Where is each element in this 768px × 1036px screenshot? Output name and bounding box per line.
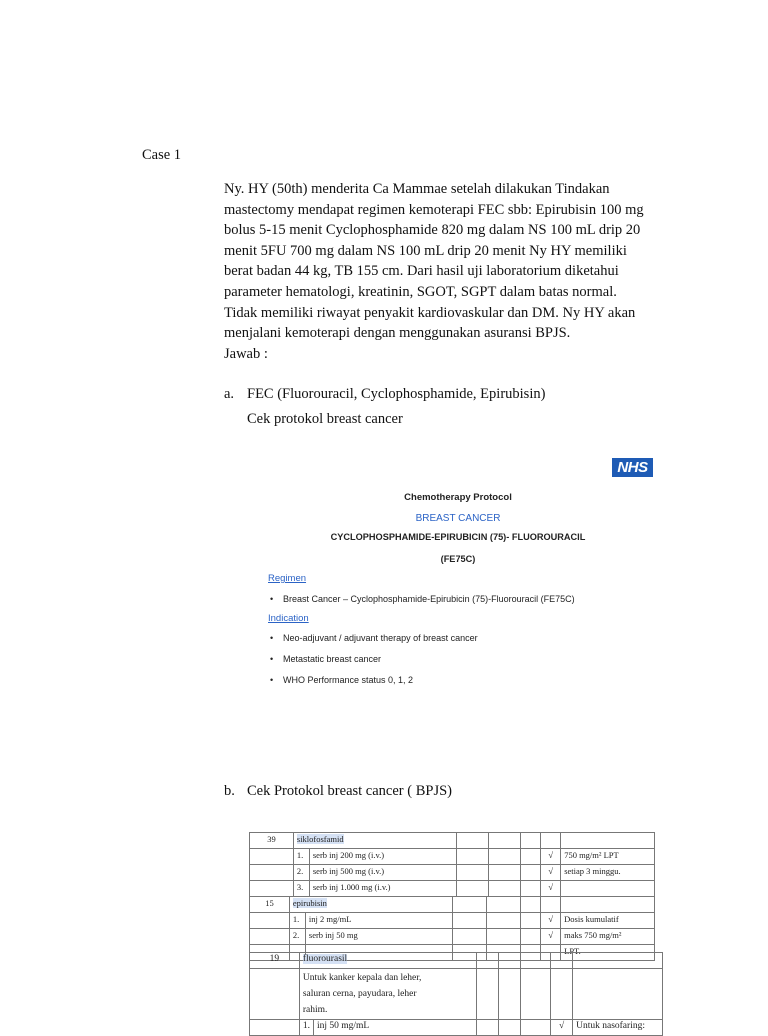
paragraph-line: bolus 5-15 menit Cyclophosphamide 820 mg dalam NS 100 mL drip 20 (224, 222, 641, 239)
paragraph-line: Ny. HY (50th) menderita Ca Mammae setelah dilakukan Tindakan (224, 181, 610, 197)
dose-note: Untuk nasofaring: (573, 1020, 663, 1036)
table-row (250, 865, 655, 881)
check-mark: √ (541, 929, 561, 945)
table-row (250, 913, 655, 929)
drug-name: fluorourasil (302, 954, 348, 964)
indication-item: • Metastatic breast cancer (283, 654, 381, 664)
nhs-logo: NHS (612, 458, 653, 477)
paragraph-line: Tidak memiliki riwayat penyakit kardiovaskular dan DM. Ny HY akan (224, 304, 636, 321)
dose-note: 750 mg/m² LPT (561, 849, 655, 865)
protocol-abbrev: (FE75C) (440, 554, 476, 564)
row-number: 3. (293, 881, 309, 897)
check-mark: √ (541, 865, 561, 881)
paragraph-line: menit 5FU 700 mg dalam NS 100 mL drip 20 menit Ny HY memiliki (224, 242, 627, 259)
table-row (250, 953, 663, 969)
drug-name: epirubisin (292, 898, 327, 908)
answer-b (224, 783, 452, 800)
table-row (250, 833, 655, 849)
table-row (250, 897, 655, 913)
answer-a-line2: Cek protokol breast cancer (247, 411, 403, 427)
dosage-form: serb inj 50 mg (305, 929, 453, 945)
paragraph-line: menjalani kemoterapi dengan menggunakan asuransi BPJS. (224, 325, 571, 342)
indication-item: • Neo-adjuvant / adjuvant therapy of breast cancer (283, 633, 478, 643)
drug-number: 19 (250, 953, 300, 969)
paragraph-line: Jawab : (224, 345, 268, 362)
answer-a (224, 386, 545, 403)
table-row (250, 849, 655, 865)
row-number: 1. (293, 849, 309, 865)
dose-note (561, 881, 655, 897)
case-title: Case 1 (142, 147, 182, 163)
row-number: 1. (289, 913, 305, 929)
table-row (250, 969, 663, 1020)
dosage-form: inj 2 mg/mL (305, 913, 453, 929)
answer-b-marker: b. (224, 783, 235, 799)
row-number: 2. (293, 865, 309, 881)
paragraph-line: berat badan 44 kg, TB 155 cm. Dari hasil uji laboratorium diketahui (224, 263, 619, 280)
dose-note: Dosis kumulatif (561, 913, 655, 929)
description-line: rahim. (302, 1005, 328, 1015)
regimen-item: • Breast Cancer – Cyclophosphamide-Epirubicin (75)-Fluorouracil (FE75C) (283, 594, 575, 604)
protocol-cancer: BREAST CANCER (415, 513, 501, 524)
check-mark: √ (541, 849, 561, 865)
indication-item: • WHO Performance status 0, 1, 2 (283, 675, 413, 685)
dosage-form: serb inj 500 mg (i.v.) (309, 865, 457, 881)
table-row (250, 929, 655, 945)
check-mark: √ (541, 913, 561, 929)
paragraph-line: mastectomy mendapat regimen kemoterapi FEC sbb: Epirubisin 100 mg (224, 201, 644, 218)
drug-name: siklofosfamid (296, 834, 344, 844)
paragraph-line: parameter hematologi, kreatinin, SGOT, SGPT dalam batas normal. (224, 283, 617, 300)
answer-b-line1: Cek Protokol breast cancer ( BPJS) (247, 783, 452, 799)
description-line: Untuk kanker kepala dan leher, (302, 973, 422, 983)
row-number: 2. (289, 929, 305, 945)
indication-heading[interactable]: Indication (268, 613, 309, 624)
regimen-heading[interactable]: Regimen (268, 573, 307, 584)
case-paragraph (224, 179, 669, 364)
check-mark: √ (551, 1020, 573, 1036)
dosage-form: inj 50 mg/mL (313, 1020, 476, 1036)
answer-a-marker: a. (224, 386, 235, 402)
dosage-form: serb inj 200 mg (i.v.) (309, 849, 457, 865)
dose-note: LPT. (561, 945, 655, 961)
bpjs-table-siklofosfamid (249, 832, 655, 897)
description-line: saluran cerna, payudara, leher (302, 989, 417, 999)
dosage-form: serb inj 1.000 mg (i.v.) (309, 881, 457, 897)
row-number: 1. (299, 1020, 313, 1036)
answer-a-line1: FEC (Fluorouracil, Cyclophosphamide, Epirubisin) (247, 386, 546, 402)
drug-description (299, 969, 477, 1020)
dose-note: setiap 3 minggu. (561, 865, 655, 881)
drug-number: 39 (250, 833, 294, 849)
dose-note: maks 750 mg/m² (561, 929, 655, 945)
drug-number: 15 (250, 897, 290, 913)
check-mark: √ (541, 881, 561, 897)
table-row (250, 1020, 663, 1036)
protocol-title: Chemotherapy Protocol (404, 492, 512, 503)
bpjs-table-fluorourasil (249, 952, 663, 1036)
table-row (250, 881, 655, 897)
protocol-drugs: CYCLOPHOSPHAMIDE-EPIRUBICIN (75)- FLUOROURACIL (330, 532, 586, 542)
